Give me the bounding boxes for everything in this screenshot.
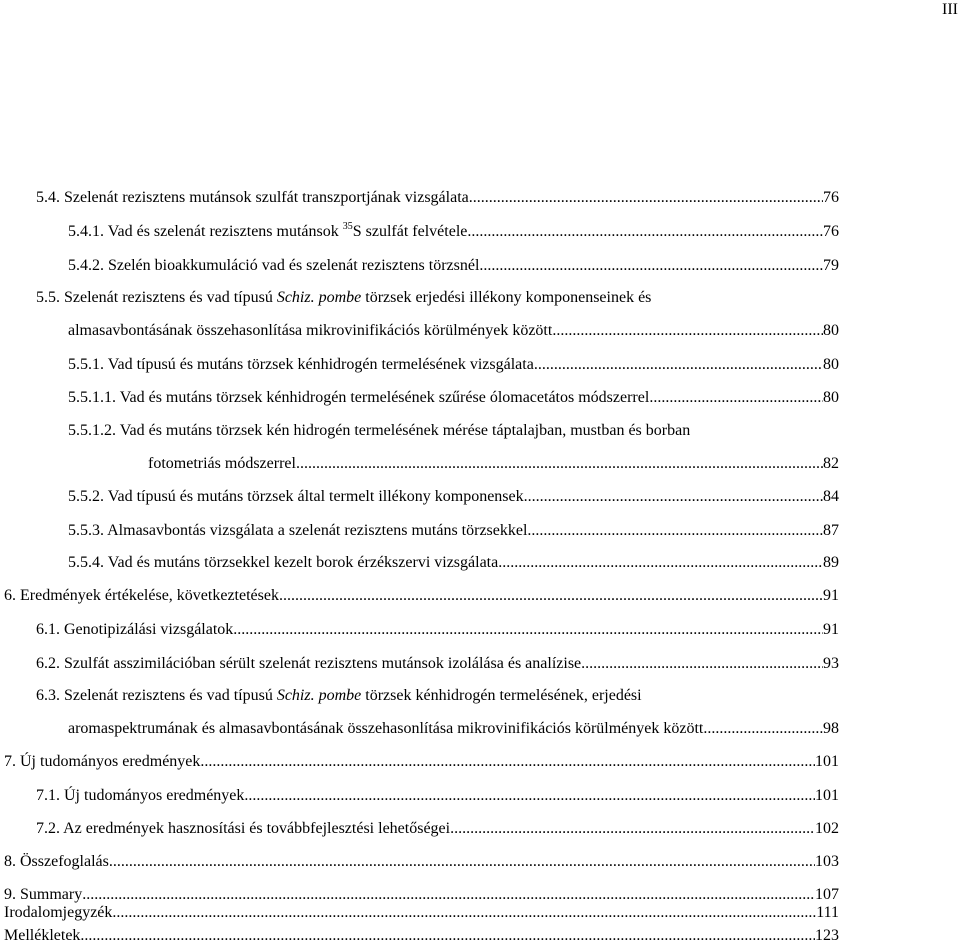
toc-entry-title-italic: Schiz. pombe bbox=[276, 289, 362, 306]
toc-entry-page: 98 bbox=[823, 720, 839, 737]
dot-leader bbox=[479, 256, 823, 276]
toc-entry-title: Vad és mutáns törzsekkel kezelt borok érzékszervi vizsgálata bbox=[107, 554, 499, 571]
toc-entry-title-post: törzsek erjedési illékony komponenseinek és bbox=[361, 289, 652, 306]
toc-entry-page: 123 bbox=[815, 927, 839, 944]
toc-entry-5-4[interactable] bbox=[36, 188, 839, 208]
toc-entry-number: 5.5.1. bbox=[68, 356, 104, 373]
toc-entry-title: aromaspektrumának és almasavbontásának összehasonlítása mikrovinifikációs körülmények között bbox=[68, 720, 704, 737]
toc-entry-title: Szulfát asszimilációban sérült szelenát rezisztens mutánsok izolálása és analízise bbox=[64, 655, 582, 672]
toc-entry-irodalomjegyzek[interactable] bbox=[4, 903, 839, 923]
toc-entry-number: 6.1. bbox=[36, 621, 60, 638]
toc-entry-page: 103 bbox=[815, 853, 839, 870]
toc-entry-title: Vad és mutáns törzsek kén hidrogén termelésének mérése táptalajban, mustban és borban bbox=[119, 422, 691, 439]
dot-leader bbox=[527, 521, 823, 541]
dot-leader bbox=[112, 903, 816, 923]
dot-leader bbox=[581, 654, 823, 674]
toc-entry-7-1[interactable] bbox=[36, 786, 839, 806]
toc-entry-page: 91 bbox=[823, 621, 839, 638]
dot-leader bbox=[296, 454, 823, 474]
toc-entry-5-5-2[interactable] bbox=[68, 487, 839, 507]
toc-entry-title-post: törzsek kénhidrogén termelésének, erjedési bbox=[361, 687, 642, 704]
toc-entry-title: Vad és mutáns törzsek kénhidrogén termelésének szűrése ólomacetátos módszerrel bbox=[119, 389, 650, 406]
toc-entry-page: 79 bbox=[823, 257, 839, 274]
dot-leader bbox=[450, 819, 815, 839]
toc-entry-number: 5.4. bbox=[36, 189, 60, 206]
toc-entry-5-5-3[interactable] bbox=[68, 521, 839, 541]
toc-entry-title: fotometriás módszerrel bbox=[148, 455, 296, 472]
toc-entry-number: 5.5. bbox=[36, 289, 60, 306]
dot-leader bbox=[82, 885, 815, 905]
toc-entry-title: almasavbontásának összehasonlítása mikrovinifikációs körülmények között bbox=[68, 322, 553, 339]
toc-entry-mellekletek[interactable] bbox=[4, 926, 839, 946]
toc-entry-title-post: S szulfát felvétele bbox=[352, 223, 468, 240]
toc-entry-title: Mellékletek bbox=[4, 927, 81, 944]
toc-entry-5-5[interactable] bbox=[36, 288, 651, 308]
toc-entry-number: 5.5.1.1. bbox=[68, 389, 116, 406]
toc-entry-title: Genotipizálási vizsgálatok bbox=[64, 621, 234, 638]
toc-entry-number: 5.4.1. bbox=[68, 223, 104, 240]
toc-entry-number: 9. bbox=[4, 886, 16, 903]
dot-leader bbox=[244, 786, 815, 806]
dot-leader bbox=[109, 852, 815, 872]
toc-entry-page: 87 bbox=[823, 522, 839, 539]
toc-entry-page: 84 bbox=[823, 488, 839, 505]
toc-entry-9[interactable] bbox=[4, 885, 839, 905]
dot-leader bbox=[524, 487, 823, 507]
toc-entry-title: Summary bbox=[20, 886, 83, 903]
toc-entry-title: Vad típusú és mutáns törzsek által termelt illékony komponensek bbox=[107, 488, 524, 505]
toc-entry-title: Új tudományos eredmények bbox=[20, 753, 201, 770]
toc-entry-page: 80 bbox=[823, 389, 839, 406]
toc-entry-5-4-2[interactable] bbox=[68, 256, 839, 276]
toc-entry-title: Szelén bioakkumuláció vad és szelenát rezisztens törzsnél bbox=[108, 257, 480, 274]
dot-leader bbox=[467, 222, 823, 242]
toc-entry-page: 102 bbox=[815, 820, 839, 837]
toc-entry-title: Az eredmények hasznosítási és továbbfejlesztési lehetőségei bbox=[63, 820, 451, 837]
toc-entry-page: 89 bbox=[823, 554, 839, 571]
toc-entry-title-pre: Szelenát rezisztens és vad típusú bbox=[64, 289, 277, 306]
toc-entry-number: 8. bbox=[4, 853, 16, 870]
dot-leader bbox=[552, 321, 823, 341]
toc-entry-title: Új tudományos eredmények bbox=[64, 787, 245, 804]
toc-entry-7-2[interactable] bbox=[36, 819, 839, 839]
toc-entry-title: Irodalomjegyzék bbox=[4, 904, 113, 921]
dot-leader bbox=[80, 926, 815, 946]
toc-entry-page: 76 bbox=[823, 189, 839, 206]
toc-entry-6-3[interactable] bbox=[36, 686, 642, 706]
toc-entry-title: Szelenát rezisztens mutánsok szulfát transzportjának vizsgálata bbox=[64, 189, 469, 206]
toc-entry-title-pre: Vad és szelenát rezisztens mutánsok bbox=[107, 223, 343, 240]
toc-entry-5-5-4[interactable] bbox=[68, 553, 839, 573]
toc-entry-title: Almasavbontás vizsgálata a szelenát rezisztens mutáns törzsekkel bbox=[107, 522, 528, 539]
toc-entry-page: 82 bbox=[823, 455, 839, 472]
toc-entry-page: 93 bbox=[823, 655, 839, 672]
toc-entry-number: 7.1. bbox=[36, 787, 60, 804]
dot-leader bbox=[534, 355, 823, 375]
toc-entry-number: 6.3. bbox=[36, 687, 60, 704]
toc-entry-title-italic: Schiz. pombe bbox=[276, 687, 362, 704]
toc-entry-number: 5.5.2. bbox=[68, 488, 104, 505]
toc-entry-number: 6.2. bbox=[36, 655, 60, 672]
toc-entry-6-1[interactable] bbox=[36, 620, 839, 640]
toc-entry-5-5-continuation[interactable] bbox=[68, 321, 839, 341]
dot-leader bbox=[233, 620, 823, 640]
toc-entry-5-5-1[interactable] bbox=[68, 355, 839, 375]
toc-entry-6-2[interactable] bbox=[36, 654, 839, 674]
toc-entry-7[interactable] bbox=[4, 752, 839, 772]
toc-entry-title-pre: Szelenát rezisztens és vad típusú bbox=[64, 687, 277, 704]
toc-entry-5-5-1-2-continuation[interactable] bbox=[148, 454, 839, 474]
toc-entry-title: Eredmények értékelése, következtetések bbox=[20, 587, 279, 604]
toc-entry-page: 101 bbox=[815, 753, 839, 770]
page-number: III bbox=[942, 1, 958, 18]
dot-leader bbox=[200, 752, 815, 772]
toc-entry-page: 101 bbox=[815, 787, 839, 804]
toc-entry-5-5-1-1[interactable] bbox=[68, 388, 839, 408]
toc-entry-title-superscript: 35 bbox=[342, 221, 353, 232]
toc-entry-title: Vad típusú és mutáns törzsek kénhidrogén termelésének vizsgálata bbox=[107, 356, 534, 373]
toc-entry-page: 80 bbox=[823, 322, 839, 339]
toc-entry-page: 91 bbox=[823, 587, 839, 604]
toc-entry-number: 6. bbox=[4, 587, 16, 604]
toc-entry-page: 76 bbox=[823, 223, 839, 240]
toc-entry-number: 5.4.2. bbox=[68, 257, 104, 274]
toc-entry-5-4-1[interactable] bbox=[68, 222, 839, 242]
dot-leader bbox=[498, 553, 823, 573]
toc-entry-page: 111 bbox=[816, 904, 839, 921]
dot-leader bbox=[279, 586, 823, 606]
toc-entry-6-3-continuation[interactable] bbox=[68, 719, 839, 739]
toc-entry-page: 80 bbox=[823, 356, 839, 373]
dot-leader bbox=[703, 719, 823, 739]
toc-entry-page: 107 bbox=[815, 886, 839, 903]
toc-entry-5-5-1-2[interactable] bbox=[68, 421, 690, 441]
dot-leader bbox=[649, 388, 823, 408]
toc-entry-8[interactable] bbox=[4, 852, 839, 872]
toc-entry-number: 5.5.1.2. bbox=[68, 422, 116, 439]
toc-entry-number: 5.5.4. bbox=[68, 554, 104, 571]
toc-entry-title: Összefoglalás bbox=[20, 853, 109, 870]
dot-leader bbox=[469, 188, 823, 208]
toc-entry-number: 7. bbox=[4, 753, 16, 770]
toc-entry-number: 7.2. bbox=[36, 820, 60, 837]
toc-entry-number: 5.5.3. bbox=[68, 522, 104, 539]
toc-entry-6[interactable] bbox=[4, 586, 839, 606]
